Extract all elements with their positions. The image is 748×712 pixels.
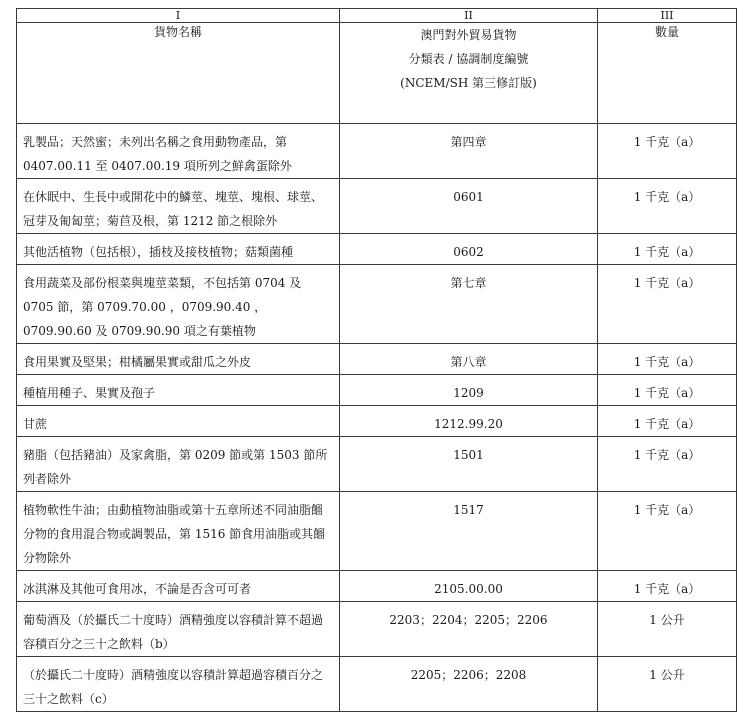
tariff-code: 1209: [340, 375, 598, 406]
table-row: [17, 437, 737, 492]
quantity-unit: 1 公升: [598, 602, 737, 657]
header-tariff-code: [340, 23, 598, 124]
tariff-code: 1501: [340, 437, 598, 492]
tariff-code: 2105.00.00: [340, 571, 598, 602]
tariff-code: 0601: [340, 179, 598, 234]
tariff-code: 2205；2206；2208: [340, 657, 598, 712]
tariff-code: 第四章: [340, 124, 598, 179]
goods-description: （於攝氏二十度時）酒精強度以容積計算超過容積百分之三十之飲料（c）: [17, 657, 340, 712]
quantity-unit: 1 千克（a）: [598, 179, 737, 234]
quantity-unit: 1 千克（a）: [598, 406, 737, 437]
goods-description: 其他活植物（包括根），插枝及接枝植物；菇類菌種: [17, 234, 340, 265]
goods-description: 食用果實及堅果；柑橘屬果實或甜瓜之外皮: [17, 344, 340, 375]
quantity-unit: 1 千克（a）: [598, 571, 737, 602]
column-number-iii: III: [598, 9, 737, 23]
column-header-row: [17, 23, 737, 124]
table-row: [17, 406, 737, 437]
tariff-code: 第七章: [340, 265, 598, 344]
table-row: [17, 657, 737, 712]
goods-description: 種植用種子、果實及孢子: [17, 375, 340, 406]
tariff-code: 0602: [340, 234, 598, 265]
quantity-unit: 1 千克（a）: [598, 124, 737, 179]
header-code-line-1: 澳門對外貿易貨物: [420, 28, 517, 42]
goods-description: 食用蔬菜及部份根菜與塊莖菜類，不包括第 0704 及 0705 節，第 0709.70.00 ，0709.90.40 ，0709.90.60 及 0709.90.90 項之有葉植物: [17, 265, 340, 344]
roman-header-row: [17, 9, 737, 23]
table-row: [17, 265, 737, 344]
table-row: [17, 602, 737, 657]
goods-description: 冰淇淋及其他可食用冰，不論是否含可可者: [17, 571, 340, 602]
quantity-unit: 1 千克（a）: [598, 234, 737, 265]
header-code-line-2: 分類表 / 協調制度編號: [408, 52, 529, 66]
table-row: [17, 234, 737, 265]
quantity-unit: 1 千克（a）: [598, 375, 737, 406]
quantity-unit: 1 千克（a）: [598, 437, 737, 492]
tariff-code: 1212.99.20: [340, 406, 598, 437]
header-code-line-3: (NCEM/SH 第三修訂版): [400, 76, 537, 90]
tariff-code: 第八章: [340, 344, 598, 375]
header-quantity: 數量: [598, 23, 737, 124]
quantity-unit: 1 千克（a）: [598, 492, 737, 571]
column-number-ii: II: [340, 9, 598, 23]
tariff-code: 2203；2204；2205；2206: [340, 602, 598, 657]
goods-description: 植物軟性牛油；由動植物油脂或第十五章所述不同油脂餾分物的食用混合物或調製品，第 1516 節食用油脂或其餾分物除外: [17, 492, 340, 571]
table-row: [17, 179, 737, 234]
tariff-code: 1517: [340, 492, 598, 571]
column-number-i: I: [17, 9, 340, 23]
goods-description: 乳製品；天然蜜；未列出名稱之食用動物產品，第0407.00.11 至 0407.00.19 項所列之鮮禽蛋除外: [17, 124, 340, 179]
table-row: [17, 492, 737, 571]
quantity-unit: 1 千克（a）: [598, 265, 737, 344]
table-row: [17, 375, 737, 406]
quantity-unit: 1 公升: [598, 657, 737, 712]
goods-description: 豬脂（包括豬油）及家禽脂，第 0209 節或第 1503 節所列者除外: [17, 437, 340, 492]
table-row: [17, 344, 737, 375]
goods-table: [16, 8, 737, 712]
header-goods-name: 貨物名稱: [17, 23, 340, 124]
goods-description: 甘蔗: [17, 406, 340, 437]
goods-description: 在休眠中、生長中或開花中的鱗莖、塊莖、塊根、球莖、冠芽及匍匐莖；菊苣及根，第 1212 節之根除外: [17, 179, 340, 234]
quantity-unit: 1 千克（a）: [598, 344, 737, 375]
table-row: [17, 124, 737, 179]
goods-description: 葡萄酒及（於攝氏二十度時）酒精強度以容積計算不超過容積百分之三十之飲料（b）: [17, 602, 340, 657]
table-row: [17, 571, 737, 602]
